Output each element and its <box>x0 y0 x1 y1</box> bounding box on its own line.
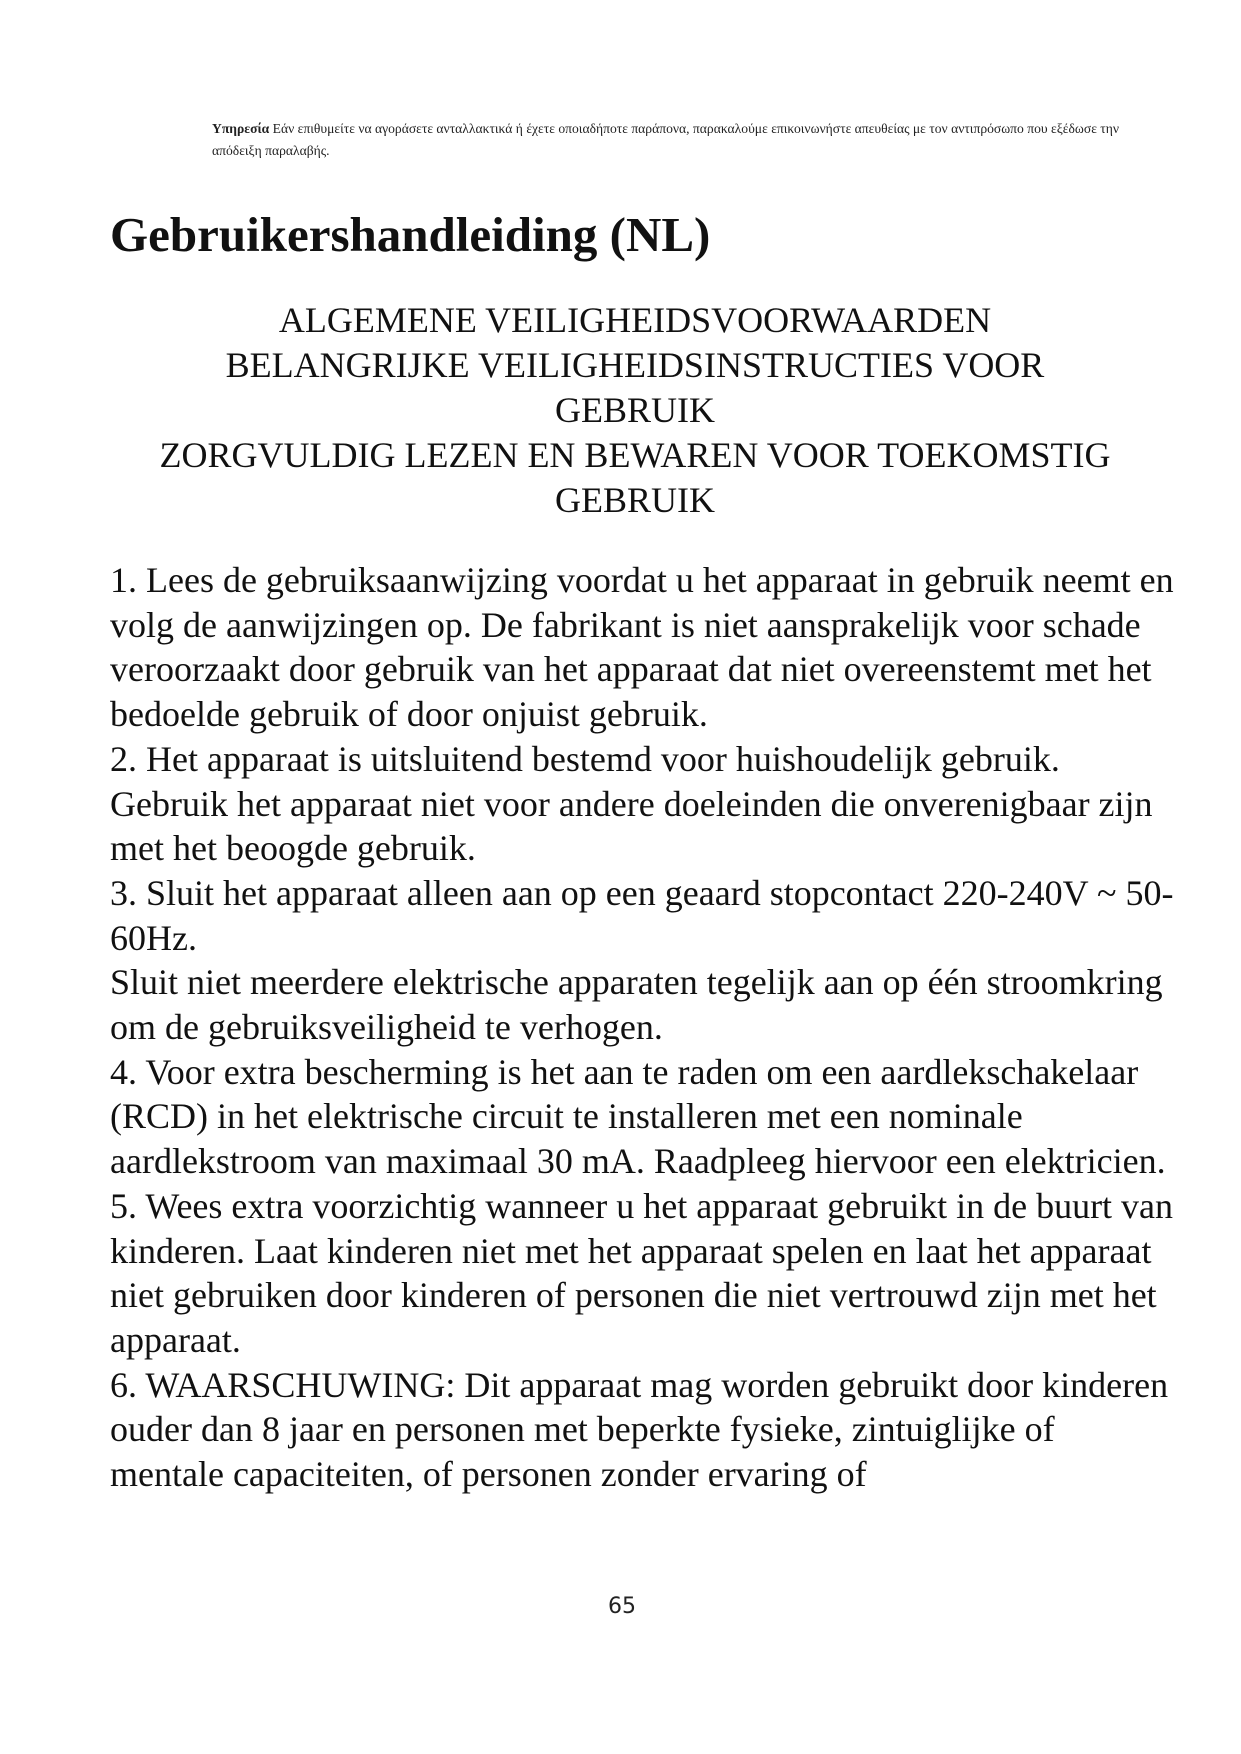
service-note-text: Εάν επιθυμείτε να αγοράσετε ανταλλακτικά ή έχετε οποιαδήποτε παράπονα, παρακαλούμε επικοινωνήστε απευθείας με τον αντιπρόσωπο που εξέδωσε την απόδειξη παραλαβής. <box>212 121 1120 158</box>
safety-heading <box>110 298 1160 523</box>
page-number: 65 <box>608 1594 636 1619</box>
heading-line: ALGEMENE VEILIGHEIDSVOORWAARDEN <box>278 300 992 340</box>
instruction-paragraph: 3. Sluit het apparaat alleen aan op een geaard stopcontact 220-240V ~ 50-60Hz. <box>110 872 1174 958</box>
heading-line: BELANGRIJKE VEILIGHEIDSINSTRUCTIES VOOR <box>225 345 1045 385</box>
heading-line: GEBRUIK <box>555 390 715 430</box>
service-note-label: Υπηρεσία <box>212 121 270 136</box>
page-title: Gebruikershandleiding (NL) <box>110 207 711 262</box>
service-note <box>212 118 1132 162</box>
heading-line: ZORGVULDIG LEZEN EN BEWAREN VOOR TOEKOMSTIG <box>159 435 1111 475</box>
instruction-paragraph: 6. WAARSCHUWING: Dit apparaat mag worden gebruikt door kinderen ouder dan 8 jaar en personen met beperkte fysieke, zintuiglijke of mentale capaciteiten, of personen zonder ervaring of <box>110 1364 1169 1495</box>
instruction-paragraph: 4. Voor extra bescherming is het aan te raden om een aardlekschakelaar (RCD) in het elektrische circuit te installeren met een nominale aardlekstroom van maximaal 30 mA. Raadpleeg hiervoor een elektricien. <box>110 1051 1166 1182</box>
heading-line: GEBRUIK <box>555 480 715 520</box>
instruction-paragraph: 5. Wees extra voorzichtig wanneer u het apparaat gebruikt in de buurt van kinderen. Laat kinderen niet met het apparaat spelen en laat het apparaat niet gebruiken door kinderen of personen die niet vertrouwd zijn met het apparaat. <box>110 1185 1174 1360</box>
instruction-paragraph: Sluit niet meerdere elektrische apparaten tegelijk aan op één stroomkring om de gebruiksveiligheid te verhogen. <box>110 962 1163 1048</box>
instructions-body <box>110 558 1175 1497</box>
instruction-paragraph: 2. Het apparaat is uitsluitend bestemd voor huishoudelijk gebruik. Gebruik het apparaat niet voor andere doeleinden die onverenigbaar zijn met het beoogde gebruik. <box>110 738 1153 869</box>
instruction-paragraph: 1. Lees de gebruiksaanwijzing voordat u het apparaat in gebruik neemt en volg de aanwijzingen op. De fabrikant is niet aansprakelijk voor schade veroorzaakt door gebruik van het apparaat dat niet overeenstemt met het bedoelde gebruik of door onjuist gebruik. <box>110 560 1174 735</box>
